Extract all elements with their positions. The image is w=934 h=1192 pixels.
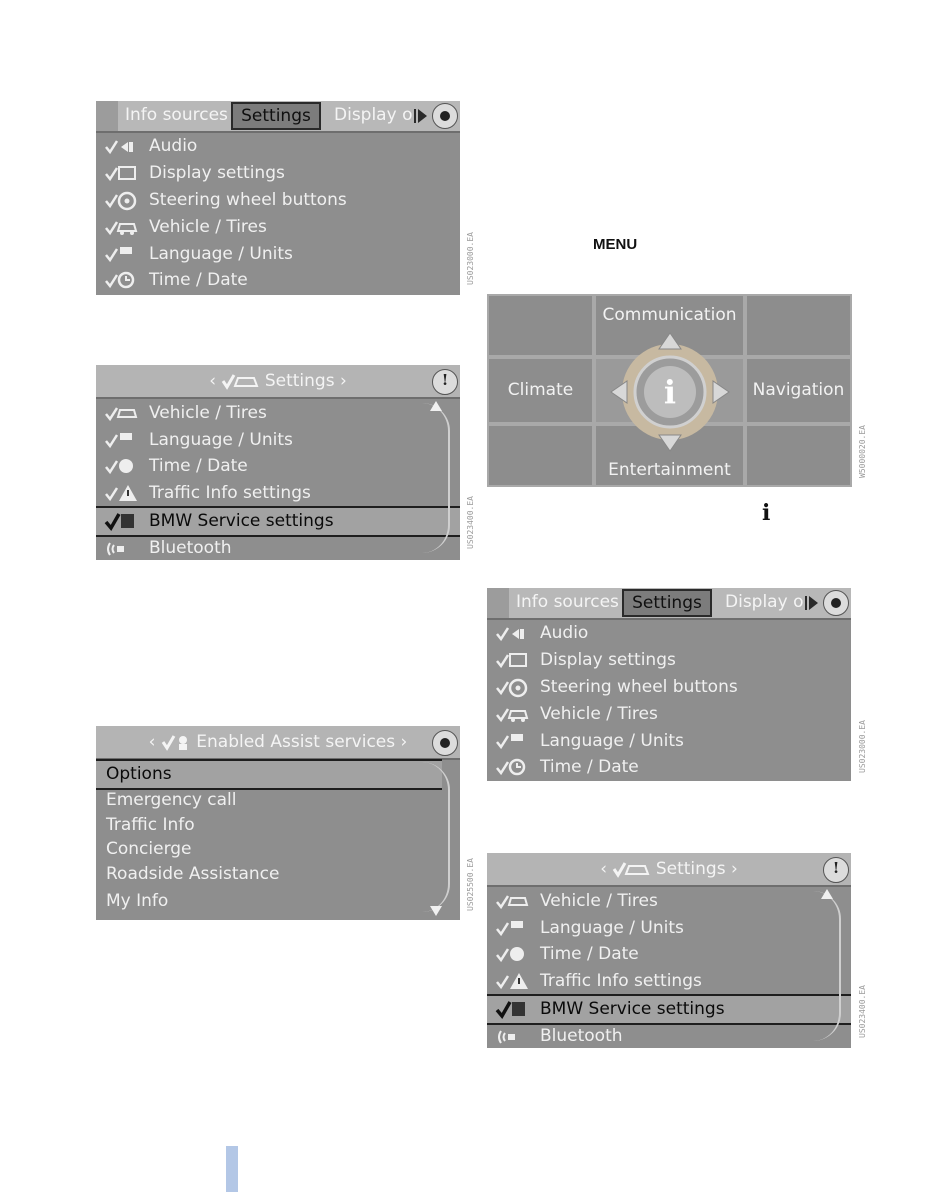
list-item[interactable] bbox=[487, 888, 851, 915]
list-item-label: Display settings bbox=[149, 163, 285, 183]
list-item-selected[interactable] bbox=[96, 759, 442, 790]
steering-wheel-icon bbox=[495, 674, 531, 701]
list-item-label: Options bbox=[106, 764, 172, 784]
service-check-icon bbox=[104, 508, 140, 535]
steering-wheel-icon bbox=[104, 187, 140, 214]
scroll-indicator[interactable] bbox=[813, 891, 841, 1041]
list-item[interactable] bbox=[487, 620, 851, 647]
list-item-label: BMW Service settings bbox=[149, 511, 334, 531]
flag-check-icon bbox=[495, 915, 531, 942]
tab-bar bbox=[487, 588, 851, 620]
car-check-icon bbox=[612, 859, 650, 879]
tab-display[interactable]: Display o bbox=[334, 105, 412, 125]
list-item-label: Audio bbox=[540, 623, 589, 643]
list-item[interactable] bbox=[96, 187, 460, 214]
car-check-icon bbox=[104, 400, 140, 427]
list-item-label: Emergency call bbox=[106, 790, 237, 810]
tab-bar bbox=[96, 101, 460, 133]
list-item[interactable] bbox=[96, 812, 460, 839]
menu-climate[interactable]: Climate bbox=[487, 357, 594, 424]
settings-submenu-screen-2 bbox=[487, 853, 851, 1048]
menu-communication[interactable]: Communication bbox=[594, 294, 745, 357]
tab-scroll-arrow-icon[interactable] bbox=[418, 109, 427, 123]
controller-knob-icon bbox=[432, 103, 458, 129]
list-item[interactable] bbox=[96, 480, 460, 507]
warning-triangle-icon bbox=[495, 968, 531, 995]
scroll-indicator[interactable] bbox=[422, 762, 450, 912]
header-left-arrow-icon: ‹ bbox=[209, 371, 217, 391]
clock-check-icon bbox=[495, 941, 531, 968]
list-item-label: Steering wheel buttons bbox=[149, 190, 347, 210]
list-item-label: Roadside Assistance bbox=[106, 864, 280, 884]
start-menu-screen bbox=[487, 294, 852, 487]
car-check-icon bbox=[495, 888, 531, 915]
submenu-title: Settings bbox=[264, 371, 335, 391]
list-item-selected[interactable] bbox=[487, 994, 851, 1025]
clock-check-icon bbox=[104, 267, 140, 294]
warning-triangle-icon bbox=[104, 480, 140, 507]
list-item-label: Bluetooth bbox=[540, 1026, 623, 1046]
list-item[interactable] bbox=[96, 888, 460, 915]
car-check-icon bbox=[221, 371, 259, 391]
list-item[interactable] bbox=[96, 836, 460, 863]
list-item-label: Vehicle / Tires bbox=[149, 217, 267, 237]
list-item-label: Language / Units bbox=[540, 731, 684, 751]
list-item[interactable] bbox=[487, 701, 851, 728]
assist-services-screen bbox=[96, 726, 460, 920]
scroll-indicator[interactable] bbox=[422, 403, 450, 553]
svg-text:i: i bbox=[663, 373, 677, 411]
controller-knob-info-icon[interactable] bbox=[605, 327, 735, 457]
list-item[interactable] bbox=[487, 728, 851, 755]
figure-code: US023000.EA bbox=[858, 720, 867, 773]
flag-check-icon bbox=[104, 241, 140, 268]
tab-info-sources[interactable]: Info sources bbox=[125, 105, 228, 125]
list-item-label: Steering wheel buttons bbox=[540, 677, 738, 697]
scroll-up-arrow-icon bbox=[430, 401, 442, 411]
car-check-icon bbox=[104, 214, 140, 241]
info-knob-icon: ! bbox=[823, 857, 849, 883]
submenu-header bbox=[96, 365, 460, 399]
header-left-arrow-icon: ‹ bbox=[600, 859, 608, 879]
figure-code: US025500.EA bbox=[466, 858, 475, 911]
menu-navigation[interactable]: Navigation bbox=[745, 357, 852, 424]
tab-display[interactable]: Display o bbox=[725, 592, 803, 612]
figure-code: US023000.EA bbox=[466, 232, 475, 285]
list-item-label: Traffic Info settings bbox=[540, 971, 702, 991]
list-item-label: Vehicle / Tires bbox=[149, 403, 267, 423]
speaker-check-icon bbox=[495, 620, 531, 647]
list-item[interactable] bbox=[96, 400, 460, 427]
list-item-label: Time / Date bbox=[149, 270, 248, 290]
header-right-arrow-icon: › bbox=[400, 732, 408, 752]
list-item-label: Traffic Info bbox=[106, 815, 195, 835]
submenu-header bbox=[487, 853, 851, 887]
car-check-icon bbox=[495, 701, 531, 728]
list-item-label: Time / Date bbox=[149, 456, 248, 476]
controller-knob-icon bbox=[432, 730, 458, 756]
list-item[interactable] bbox=[96, 241, 460, 268]
list-item-label: Concierge bbox=[106, 839, 192, 859]
list-item[interactable] bbox=[487, 647, 851, 674]
list-item[interactable] bbox=[487, 968, 851, 995]
list-item[interactable] bbox=[96, 267, 460, 294]
list-item-label: Display settings bbox=[540, 650, 676, 670]
display-check-icon bbox=[104, 160, 140, 187]
bluetooth-icon bbox=[104, 535, 140, 560]
list-item-label: Language / Units bbox=[540, 918, 684, 938]
list-item-label: Audio bbox=[149, 136, 198, 156]
list-item[interactable] bbox=[487, 915, 851, 942]
list-item[interactable] bbox=[96, 427, 460, 454]
figure-code: US023400.EA bbox=[466, 496, 475, 549]
list-item[interactable] bbox=[96, 535, 460, 560]
list-item-selected[interactable] bbox=[96, 506, 460, 537]
list-item-label: Time / Date bbox=[540, 944, 639, 964]
list-item[interactable] bbox=[487, 674, 851, 701]
service-check-icon bbox=[495, 996, 531, 1023]
settings-submenu-screen bbox=[96, 365, 460, 560]
assist-header bbox=[96, 726, 460, 760]
controller-knob-icon bbox=[823, 590, 849, 616]
list-item[interactable] bbox=[487, 941, 851, 968]
submenu-title: Settings bbox=[655, 859, 726, 879]
header-left-arrow-icon: ‹ bbox=[148, 732, 156, 752]
flag-check-icon bbox=[104, 427, 140, 454]
tab-scroll-arrow-icon[interactable] bbox=[809, 596, 818, 610]
figure-code: US023400.EA bbox=[858, 985, 867, 1038]
clock-check-icon bbox=[495, 754, 531, 781]
assist-title: Enabled Assist services bbox=[196, 732, 396, 752]
list-item-label: Bluetooth bbox=[149, 538, 232, 558]
list-item[interactable] bbox=[487, 1023, 851, 1048]
list-item-label: Traffic Info settings bbox=[149, 483, 311, 503]
assist-check-icon bbox=[161, 732, 191, 752]
flag-check-icon bbox=[495, 728, 531, 755]
list-item[interactable] bbox=[96, 861, 460, 888]
list-item[interactable] bbox=[487, 754, 851, 781]
scroll-down-arrow-icon bbox=[430, 906, 442, 916]
list-item[interactable] bbox=[96, 787, 460, 814]
list-item-label: Language / Units bbox=[149, 430, 293, 450]
info-button-glyph: i bbox=[762, 500, 771, 526]
list-item-label: Language / Units bbox=[149, 244, 293, 264]
settings-menu-screen bbox=[96, 101, 460, 295]
speaker-check-icon bbox=[104, 133, 140, 160]
tab-settings[interactable]: Settings bbox=[231, 102, 321, 130]
list-item-label: Time / Date bbox=[540, 757, 639, 777]
display-check-icon bbox=[495, 647, 531, 674]
list-item[interactable] bbox=[96, 214, 460, 241]
header-right-arrow-icon: › bbox=[730, 859, 738, 879]
figure-code: W5000020.EA bbox=[858, 425, 867, 478]
list-item[interactable] bbox=[96, 133, 460, 160]
header-right-arrow-icon: › bbox=[339, 371, 347, 391]
list-item-label: My Info bbox=[106, 891, 169, 911]
menu-button-label: MENU bbox=[593, 236, 638, 253]
tab-settings[interactable]: Settings bbox=[622, 589, 712, 617]
menu-entertainment[interactable]: Entertainment bbox=[594, 424, 745, 487]
settings-menu-screen-2 bbox=[487, 588, 851, 781]
scroll-up-arrow-icon bbox=[821, 889, 833, 899]
page-accent-bar bbox=[226, 1146, 238, 1192]
list-item-label: Vehicle / Tires bbox=[540, 891, 658, 911]
clock-check-icon bbox=[104, 453, 140, 480]
list-item[interactable] bbox=[96, 160, 460, 187]
info-knob-icon: ! bbox=[432, 369, 458, 395]
bluetooth-icon bbox=[495, 1023, 531, 1048]
list-item-label: BMW Service settings bbox=[540, 999, 725, 1019]
list-item-label: Vehicle / Tires bbox=[540, 704, 658, 724]
tab-info-sources[interactable]: Info sources bbox=[516, 592, 619, 612]
list-item[interactable] bbox=[96, 453, 460, 480]
